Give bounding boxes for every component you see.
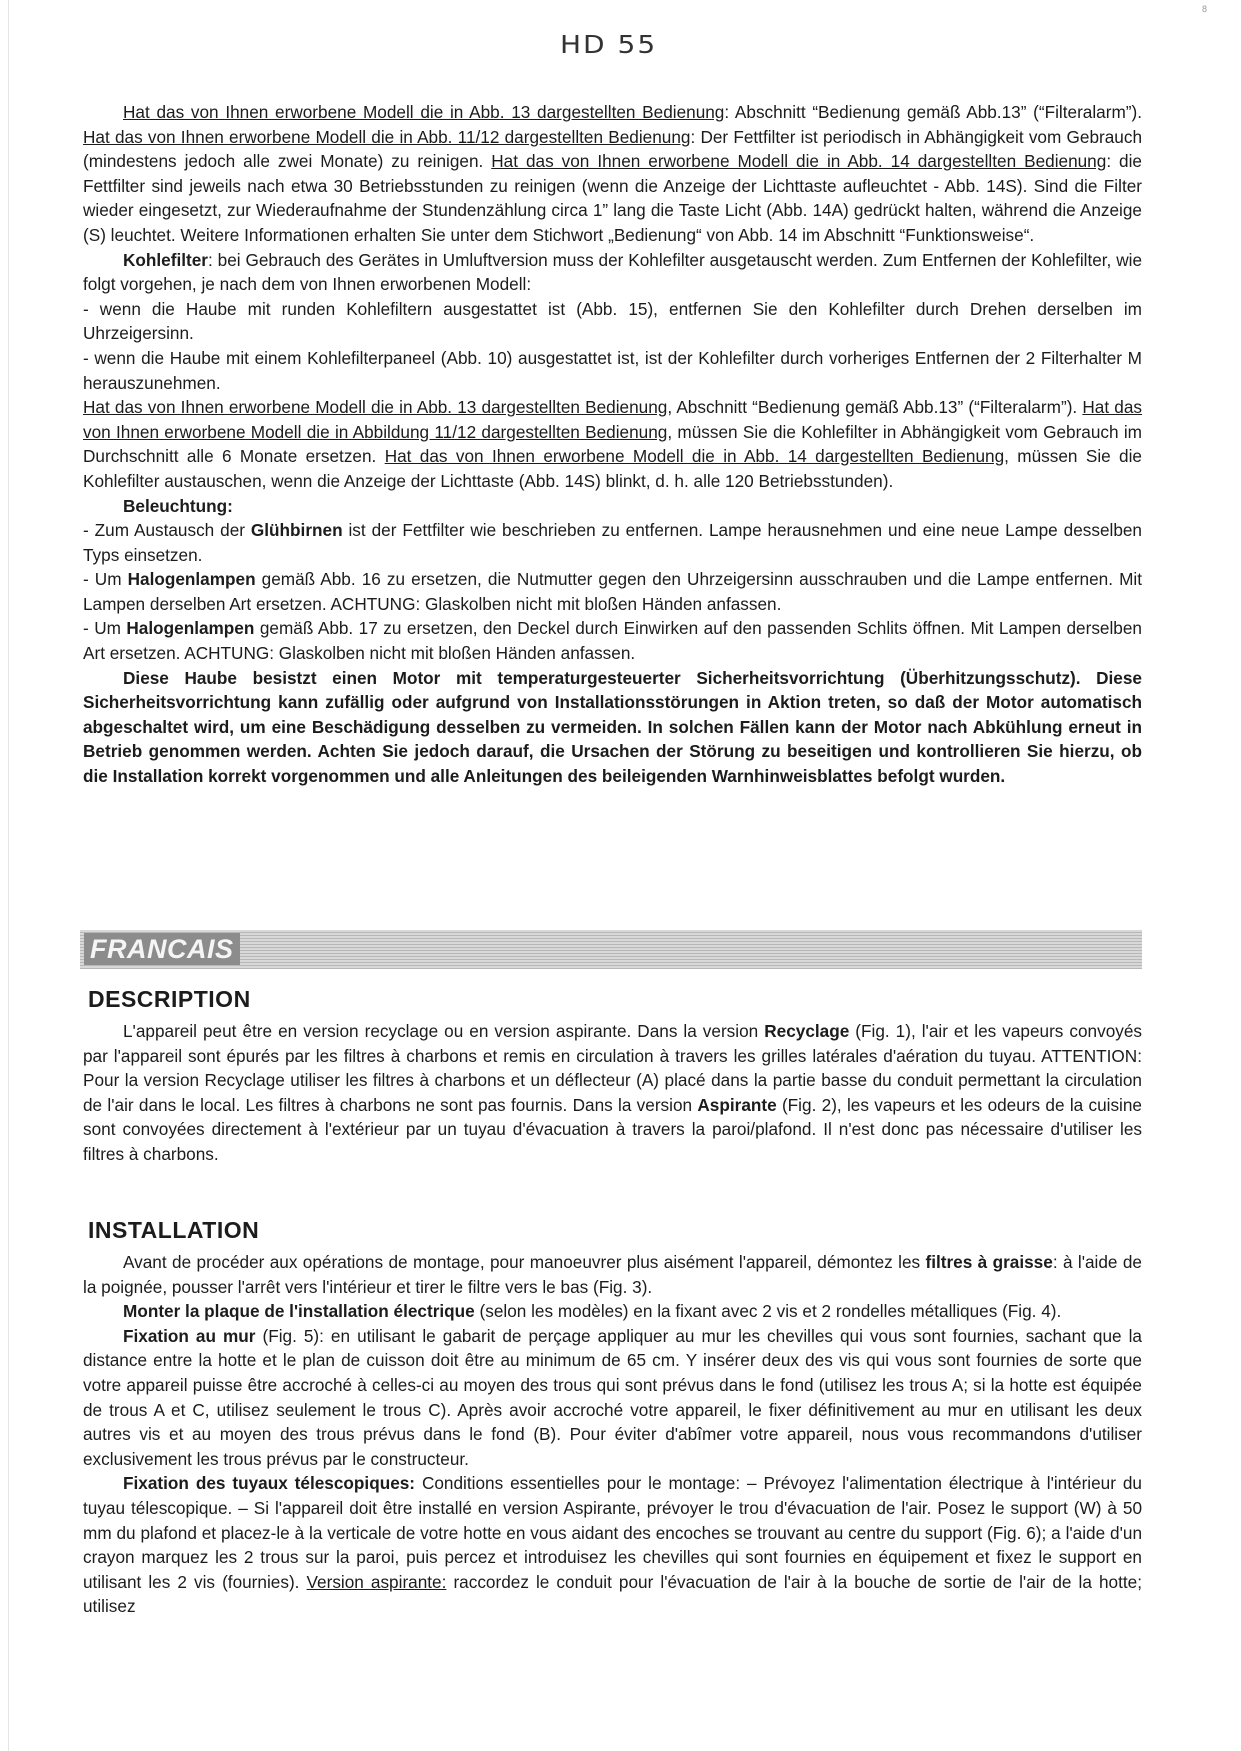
language-banner [80, 930, 1142, 969]
de-paragraph-halogen-17 [83, 616, 1142, 665]
de-p6-bold: Glühbirnen [250, 520, 343, 541]
language-banner-label: FRANCAIS [84, 933, 240, 965]
fr-installation-body [83, 1250, 1142, 1619]
fr-install-paragraph-plate [83, 1299, 1142, 1324]
fr-desc-c: (Fig. 1), l'air et les vapeurs convoyés par l'appareil sont épurés par les filtres à charbons et remis en circulation à travers les grilles latérales d'aération du tuyau. ATTENTION: Pour la version Recyclage utiliser les filtres à charbons et un déflecteur (A) placé dans la partie basse du conduit permettant la circulation de l'air dans le local. Les filtres à charbons ne sont pas fournis. Dans la version [83, 1021, 1143, 1115]
de-paragraph-filter-replacement [83, 395, 1142, 493]
fr-install-paragraph-filters [83, 1250, 1142, 1299]
fr-inst-p3-c: (Fig. 5): en utilisant le gabarit de perçage appliquer au mur les chevilles qui vous sont fournies, sachant que la distance entre la hotte et le plan de cuisson doit être au minimum de 65 cm. Y insérer deux des vis qui vous sont fournies de sorte que votre appareil puisse être accroché à celles-ci au moyen des trous qui sont prévus dans le fond (utilisez les trous A; si la hotte est équipée de trous A et C, utilisez seulement le trous C). Après avoir accroché votre appareil, le fixer définitivement au mur en utilisant les deux autres vis et au moyen des trous prévus dans le fond (B). Pour éviter d'abîmer votre appareil, nous vous recommandons d'utiliser exclusivement les trous prévus par le constructeur. [83, 1325, 1142, 1469]
fr-desc-recyclage: Recyclage [764, 1021, 850, 1041]
de-p1-model-ref-11-12: Hat das von Ihnen erworbene Modell die in Abb. 11/12 dargestellten Bedienung [83, 126, 691, 147]
de-paragraph-filter-panel: - wenn die Haube mit einem Kohlefilterpaneel (Abb. 10) ausgestattet ist, ist der Kohlefilter durch vorheriges Entfernen der 2 Filterhalter M herauszunehmen. [83, 347, 1142, 393]
de-paragraph-filter-cleaning [83, 100, 1142, 248]
fr-inst-p4-version-aspirante: Version aspirante: [306, 1571, 447, 1592]
fr-inst-p4-d: raccordez le conduit pour l'évacuation de l'air à la bouche de sortie de l'air de la hotte; utilisez [83, 1571, 1142, 1617]
fr-install-paragraph-wall [83, 1324, 1142, 1472]
fr-inst-p1-c: : à l'aide de la poignée, pousser l'arrêt vers l'intérieur et tirer le filtre vers le bas (Fig. 3). [83, 1252, 1142, 1297]
page-mark: 8 [1202, 4, 1208, 14]
fr-desc-e: (Fig. 2), les vapeurs et les odeurs de la cuisine sont convoyées directement à l'extérieur par un tuyau d'évacuation à travers la paroi/plafond. Il n'est donc pas nécessaire d'utiliser les filtres à charbons. [83, 1094, 1142, 1164]
de-motor-warning: Diese Haube besistzt einen Motor mit temperaturgesteuerter Sicherheitsvorrichtung (Überhitzungsschutz). Diese Sicherheitsvorrichtung kann zufällig oder aufgrund von Installationsstörungen in Aktion treten, so daß der Motor automatisch abgeschaltet wird, um eine Beschädigung desselben zu vermeiden. In solchen Fällen kann der Motor nach Abkühlung erneut in Betrieb genommen werden. Achten Sie jedoch darauf, die Ursachen der Störung zu beseitigen und kontrollieren Sie hierzu, ob die Installation korrekt vorgenommen und alle Anleitungen des beileigenden Warnhinweisblattes befolgt wurden. [83, 667, 1142, 787]
scan-edge-line [8, 0, 9, 1751]
de-paragraph-kohlefilter [83, 248, 1142, 297]
fr-inst-p3-bold: Fixation au mur [123, 1325, 256, 1346]
de-beleuchtung-title: Beleuchtung: [123, 495, 233, 516]
fr-installation-heading: INSTALLATION [88, 1217, 260, 1243]
fr-inst-p1-bold: filtres à graisse [925, 1252, 1053, 1272]
de-p8-a: - Um [83, 618, 127, 639]
de-p7-c: gemäß Abb. 16 zu ersetzen, die Nutmutter gegen den Uhrzeigersinn ausschrauben und die Lampe entfernen. Mit Lampen derselben Art ersetzen. ACHTUNG: Glaskolben nicht mit bloßen Händen anfassen. [83, 569, 1142, 614]
de-paragraph-halogen-16 [83, 567, 1142, 616]
de-p5-text-a: , Abschnitt “Bedienung gemäß Abb.13” (“Filteralarm”). [667, 397, 1083, 418]
de-p5-model-ref-13: Hat das von Ihnen erworbene Modell die in Abb. 13 dargestellten Bedienung [83, 397, 668, 418]
de-p1-text-c: : die Fettfilter sind jeweils nach etwa 30 Betriebsstunden zu reinigen (wenn die Anzeige der Lichttaste aufleuchtet - Abb. 14S). Sind die Filter wieder eingesetzt, zur Wiederaufnahme der Stundenzählung circa 1” lang die Taste Licht (Abb. 14A) gedrückt halten, während die Anzeige (S) leuchtet. Weitere Informationen erhalten Sie unter dem Stichwort „Bedienung“ von Abb. 14 im Abschnitt “Funktionsweise“. [83, 151, 1142, 245]
de-kohlefilter-text: : bei Gebrauch des Gerätes in Umluftversion muss der Kohlefilter ausgetauscht werden. Zum Entfernen der Kohlefilter, wie folgt vorgehen, je nach dem von Ihnen erworbenen Modell: [83, 249, 1142, 295]
fr-inst-p2-c: (selon les modèles) en la fixant avec 2 vis et 2 rondelles métalliques (Fig. 4). [474, 1301, 1062, 1322]
fr-description-body [83, 1019, 1142, 1167]
de-p7-a: - Um [83, 569, 128, 590]
fr-inst-p1-a: Avant de procéder aux opérations de montage, pour manoeuvrer plus aisément l'appareil, démontez les [123, 1252, 926, 1272]
german-section [83, 100, 1142, 789]
de-p8-c: gemäß Abb. 17 zu ersetzen, den Deckel durch Einwirken auf den passenden Schlits öffnen. Mit Lampen derselben Art ersetzen. ACHTUNG: Glaskolben nicht mit bloßen Händen anfassen. [83, 618, 1142, 664]
de-p5-text-c: , müssen Sie die Kohlefilter austauschen, wenn die Anzeige der Lichttaste (Abb. 14S) blinkt, d. h. alle 120 Betriebsstunden). [83, 446, 1142, 491]
de-p1-text-a: : Abschnitt “Bedienung gemäß Abb.13” (“Filteralarm”). [724, 102, 1142, 122]
de-p1-model-ref-14: Hat das von Ihnen erworbene Modell die in Abb. 14 dargestellten Bedienung [491, 151, 1107, 172]
fr-description-paragraph [83, 1019, 1142, 1167]
fr-inst-p4-bold: Fixation des tuyaux télescopiques: [123, 1473, 416, 1494]
de-paragraph-round-filters: - wenn die Haube mit runden Kohlefiltern ausgestattet ist (Abb. 15), entfernen Sie den Kohlefilter durch Drehen derselben im Uhrzeigersinn. [83, 298, 1142, 344]
de-p6-c: ist der Fettfilter wie beschrieben zu entfernen. Lampe herausnehmen und eine neue Lampe desselben Typs einsetzen. [83, 520, 1142, 565]
de-p5-text-b: , müssen Sie die Kohlefilter in Abhängigkeit vom Gebrauch im Durchschnitt alle 6 Monate ersetzen. [83, 421, 1142, 467]
de-p5-model-ref-14: Hat das von Ihnen erworbene Modell die in Abb. 14 dargestellten Bedienung [384, 446, 1005, 467]
fr-install-paragraph-telescopic [83, 1471, 1142, 1619]
de-paragraph-bulbs [83, 518, 1142, 567]
de-p5-model-ref-11-12: Hat das von Ihnen erworbene Modell die in Abbildung 11/12 dargestellten Bedienung [83, 397, 1142, 442]
fr-inst-p2-bold: Monter la plaque de l'installation électrique [123, 1301, 475, 1322]
de-p7-bold: Halogenlampen [127, 569, 256, 590]
fr-desc-aspirante: Aspirante [697, 1094, 777, 1115]
de-p1-text-b: : Der Fettfilter ist periodisch in Abhängigkeit vom Gebrauch (mindestens jedoch alle zwei Monate) zu reinigen. [83, 126, 1143, 172]
fr-inst-p4-c: Conditions essentielles pour le montage: – Prévoyez l'alimentation électrique à l'intérieur du tuyau télescopique. – Si l'appareil doit être installé en version Aspirante, prévoyer le trou d'évacuation de l'air. Posez le support (W) à 50 mm du plafond et placez-le à la verticale de votre hotte en vous aidant des encoches se trouvant au centre du support (Fig. 6); a l'aide d'un crayon marquez les 2 trous sur la paroi, puis percez et introduisez les chevilles qui sont fournies en équipement et fixez le support en utilisant les 2 vis (fournies). [83, 1473, 1142, 1592]
fr-description-heading: DESCRIPTION [88, 986, 251, 1012]
de-p8-bold: Halogenlampen [126, 618, 255, 639]
de-p6-a: - Zum Austausch der [83, 520, 251, 541]
de-kohlefilter-label: Kohlefilter [123, 249, 208, 270]
handwritten-model-note: HD 55 [560, 29, 658, 60]
de-p1-model-ref-13: Hat das von Ihnen erworbene Modell die in Abb. 13 dargestellten Bedienung [123, 102, 725, 122]
fr-desc-a: L'appareil peut être en version recyclage ou en version aspirante. Dans la version [123, 1021, 765, 1041]
